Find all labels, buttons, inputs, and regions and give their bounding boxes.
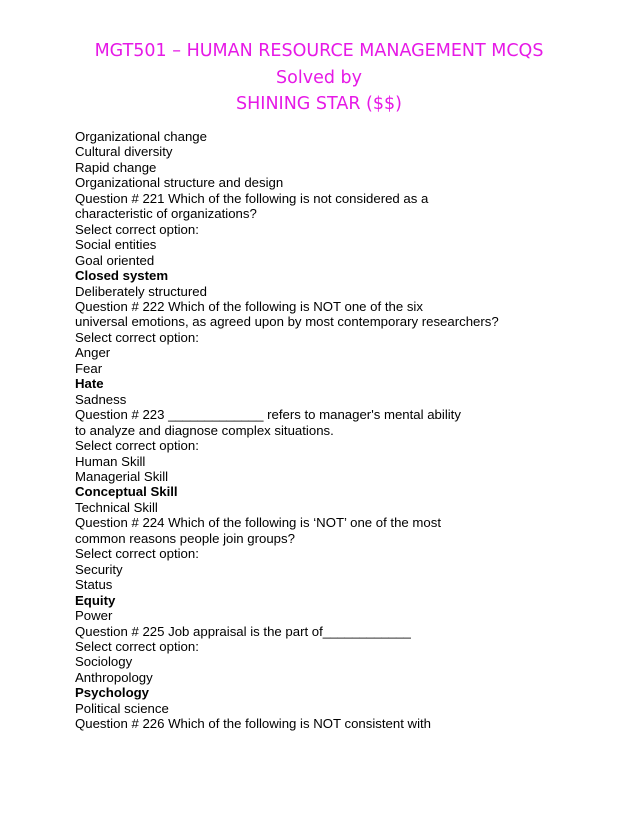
correct-answer-line: Psychology	[75, 685, 150, 701]
document-author: SHINING STAR ($$)	[236, 94, 402, 114]
text-line: Anger	[75, 345, 111, 361]
text-line: Question # 224 Which of the following is ‘NOT’ one of the most	[75, 515, 442, 531]
document-header	[0, 38, 638, 118]
correct-answer-line: Hate	[75, 376, 104, 392]
text-line: Managerial Skill	[75, 468, 169, 484]
text-line: Status	[75, 577, 113, 593]
correct-answer-line: Conceptual Skill	[75, 484, 178, 500]
text-line: Fear	[75, 360, 103, 376]
text-line: Organizational change	[75, 129, 207, 144]
text-line: Power	[75, 608, 113, 624]
text-line: Social entities	[75, 237, 157, 253]
text-line: Question # 226 Which of the following is NOT consistent with	[75, 716, 431, 732]
text-line: Rapid change	[75, 159, 157, 175]
text-line: characteristic of organizations?	[75, 206, 257, 222]
correct-answer-line: Closed system	[75, 268, 169, 284]
text-line: common reasons people join groups?	[75, 530, 295, 546]
text-line: Select correct option:	[75, 221, 199, 237]
document-title: MGT501 – HUMAN RESOURCE MANAGEMENT MCQS	[94, 41, 544, 61]
text-line: Organizational structure and design	[75, 175, 284, 191]
text-line: Political science	[75, 700, 169, 716]
text-line: Deliberately structured	[75, 283, 207, 299]
correct-answer-line: Equity	[75, 592, 116, 608]
text-line: Question # 223 _____________ refers to manager's mental ability	[75, 407, 461, 423]
text-line: Sadness	[75, 391, 127, 407]
text-line: Sociology	[75, 654, 133, 670]
text-line: Security	[75, 561, 123, 577]
text-line: to analyze and diagnose complex situations.	[75, 422, 334, 438]
text-line: Question # 221 Which of the following is not considered as a	[75, 190, 429, 206]
text-line: Select correct option:	[75, 546, 199, 562]
text-line: Select correct option:	[75, 329, 199, 345]
text-line: Cultural diversity	[75, 144, 173, 160]
text-line: Select correct option:	[75, 438, 199, 454]
text-line: Human Skill	[75, 453, 146, 469]
text-line: universal emotions, as agreed upon by most contemporary researchers?	[75, 314, 499, 330]
document-body	[75, 129, 615, 732]
text-line: Anthropology	[75, 669, 153, 685]
text-line: Technical Skill	[75, 499, 158, 515]
text-line: Goal oriented	[75, 252, 155, 268]
text-line: Select correct option:	[75, 638, 199, 654]
text-line: Question # 222 Which of the following is NOT one of the six	[75, 298, 423, 314]
document-subtitle: Solved by	[276, 67, 362, 88]
text-line: Question # 225 Job appraisal is the part of____________	[75, 623, 411, 639]
